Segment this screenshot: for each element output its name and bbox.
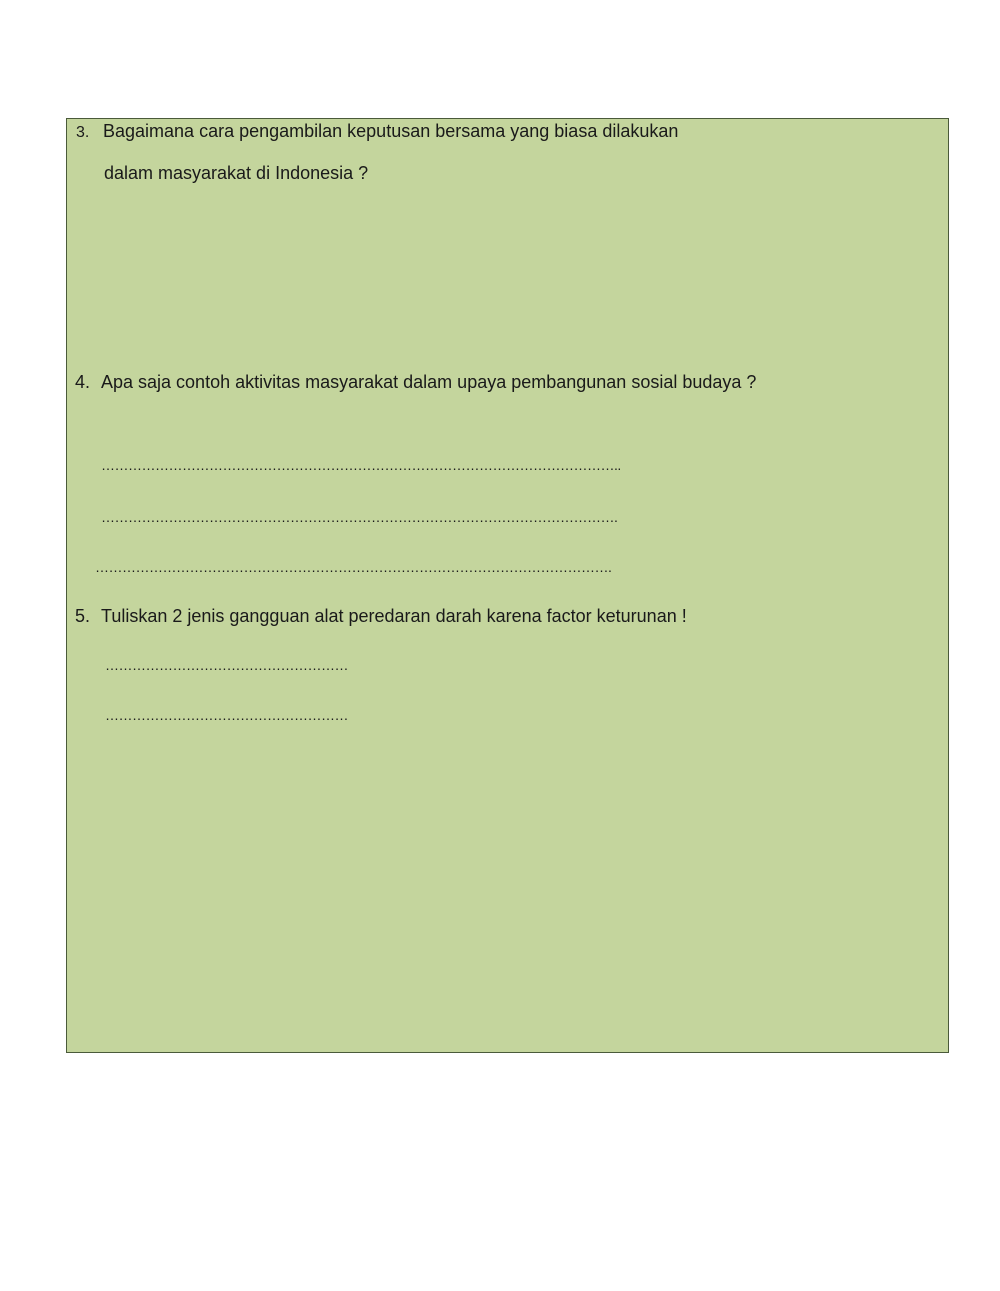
question-4-answer-line[interactable]: …………………………………………………………………………………………………….	[95, 559, 612, 575]
question-3-number: 3.	[76, 124, 90, 141]
question-5-answer-line[interactable]: ………………………………………………	[105, 657, 348, 673]
question-4-answer-line[interactable]: ……………………………………………………………………………………………………..	[101, 457, 621, 473]
question-3-text-line1: Bagaimana cara pengambilan keputusan bersama yang biasa dilakukan	[103, 121, 679, 141]
question-3-text-line2: dalam masyarakat di Indonesia ?	[104, 163, 369, 183]
question-4-number: 4.	[75, 372, 91, 392]
question-5-text: Tuliskan 2 jenis gangguan alat peredaran darah karena factor keturunan !	[101, 606, 687, 626]
question-4-answer-line[interactable]: …………………………………………………………………………………………………….	[101, 509, 618, 525]
worksheet-box	[66, 118, 949, 1053]
question-5-answer-line[interactable]: ………………………………………………	[105, 707, 348, 723]
question-5-number: 5.	[75, 606, 91, 626]
question-4-text: Apa saja contoh aktivitas masyarakat dalam upaya pembangunan sosial budaya ?	[101, 372, 757, 392]
